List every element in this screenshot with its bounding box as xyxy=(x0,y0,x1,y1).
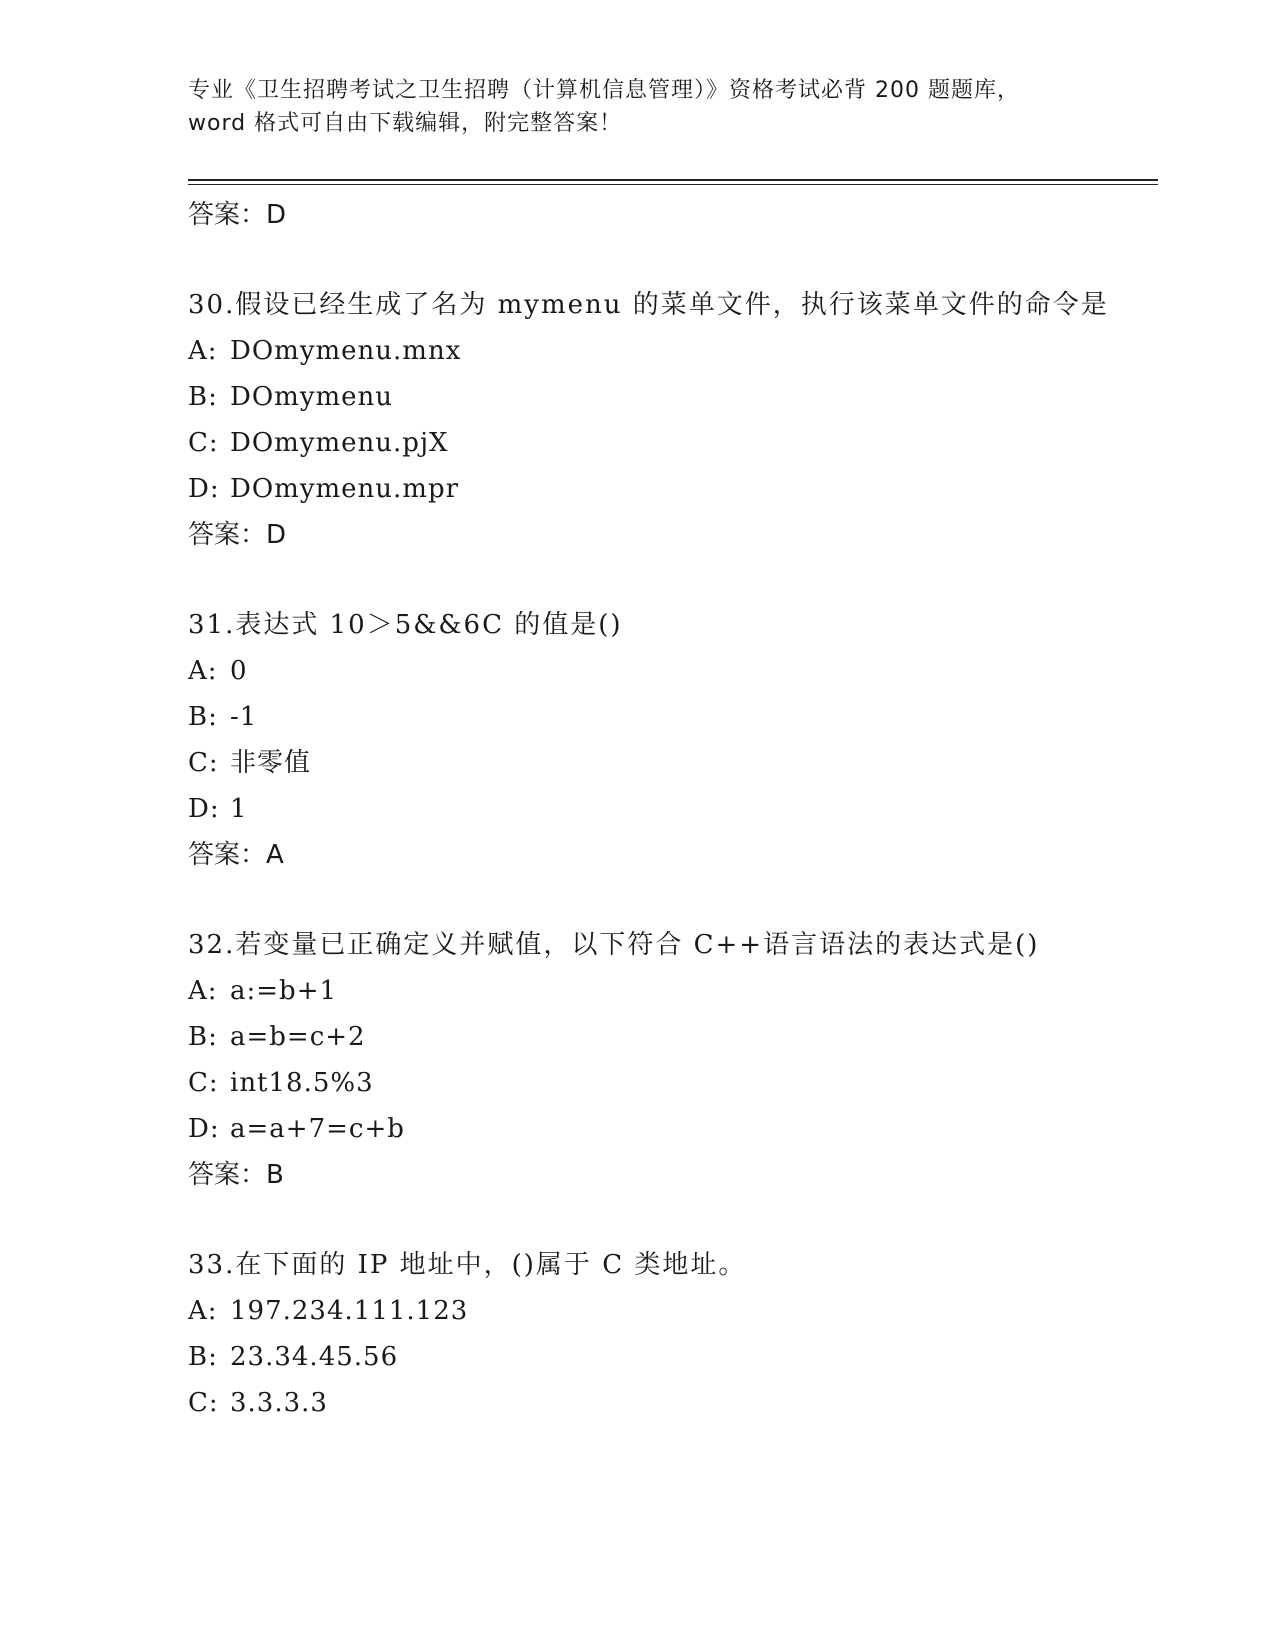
option-letter: A: xyxy=(188,656,218,686)
answer-option xyxy=(188,466,1138,512)
answer-option xyxy=(188,1380,1138,1426)
option-letter: B: xyxy=(188,382,218,412)
document-header xyxy=(188,74,1088,140)
option-letter: B: xyxy=(188,1022,218,1052)
question-block xyxy=(188,282,1138,558)
option-letter: B: xyxy=(188,1342,218,1372)
option-letter: C: xyxy=(188,428,219,458)
answer-option xyxy=(188,1060,1138,1106)
option-letter: A: xyxy=(188,976,218,1006)
question-answer: 答案：D xyxy=(188,520,287,550)
option-text: DOmymenu.pjX xyxy=(230,428,449,458)
question-list xyxy=(188,192,1138,1426)
answer-option xyxy=(188,1334,1138,1380)
question-block xyxy=(188,602,1138,878)
option-text: -1 xyxy=(230,702,258,732)
question-stem: 31.表达式 10＞5&&6C 的值是() xyxy=(188,610,623,640)
option-letter: D: xyxy=(188,474,220,504)
option-letter: B: xyxy=(188,702,218,732)
answer-option xyxy=(188,694,1138,740)
answer-option xyxy=(188,1106,1138,1152)
question-stem: 30.假设已经生成了名为 mymenu 的菜单文件，执行该菜单文件的命令是 xyxy=(188,290,1109,320)
option-text: a=a+7=c+b xyxy=(230,1114,405,1144)
option-letter: D: xyxy=(188,794,220,824)
option-text: int18.5%3 xyxy=(230,1068,374,1098)
option-text: 0 xyxy=(230,656,248,686)
header-rule-thick xyxy=(188,179,1158,181)
option-text: DOmymenu xyxy=(230,382,394,412)
option-text: DOmymenu.mnx xyxy=(230,336,462,366)
question-stem: 32.若变量已正确定义并赋值，以下符合 C++语言语法的表达式是() xyxy=(188,930,1040,960)
answer-option xyxy=(188,786,1138,832)
option-text: 1 xyxy=(230,794,248,824)
previous-answer: 答案：D xyxy=(188,200,287,230)
option-letter: D: xyxy=(188,1114,220,1144)
option-letter: A: xyxy=(188,1296,218,1326)
option-text: 3.3.3.3 xyxy=(230,1388,328,1418)
answer-option xyxy=(188,968,1138,1014)
answer-option xyxy=(188,1288,1138,1334)
option-letter: A: xyxy=(188,336,218,366)
question-answer: 答案：A xyxy=(188,840,284,870)
option-text: 23.34.45.56 xyxy=(230,1342,399,1372)
option-text: DOmymenu.mpr xyxy=(230,474,460,504)
question-stem: 33.在下面的 IP 地址中，()属于 C 类地址。 xyxy=(188,1250,747,1280)
answer-option xyxy=(188,740,1138,786)
option-letter: C: xyxy=(188,748,219,778)
answer-option xyxy=(188,420,1138,466)
header-line-2: word 格式可自由下载编辑，附完整答案！ xyxy=(188,111,623,136)
answer-option xyxy=(188,374,1138,420)
option-text: 197.234.111.123 xyxy=(230,1296,469,1326)
question-block xyxy=(188,1242,1138,1426)
answer-option xyxy=(188,328,1138,374)
option-text: a:=b+1 xyxy=(230,976,338,1006)
header-rule-thin xyxy=(188,184,1158,185)
question-block xyxy=(188,922,1138,1198)
option-letter: C: xyxy=(188,1388,219,1418)
option-text: a=b=c+2 xyxy=(230,1022,366,1052)
question-answer: 答案：B xyxy=(188,1160,284,1190)
answer-option xyxy=(188,648,1138,694)
header-line-1: 专业《卫生招聘考试之卫生招聘（计算机信息管理）》资格考试必背 200 题题库， xyxy=(188,78,1020,103)
option-text: 非零值 xyxy=(230,748,312,778)
option-letter: C: xyxy=(188,1068,219,1098)
answer-option xyxy=(188,1014,1138,1060)
